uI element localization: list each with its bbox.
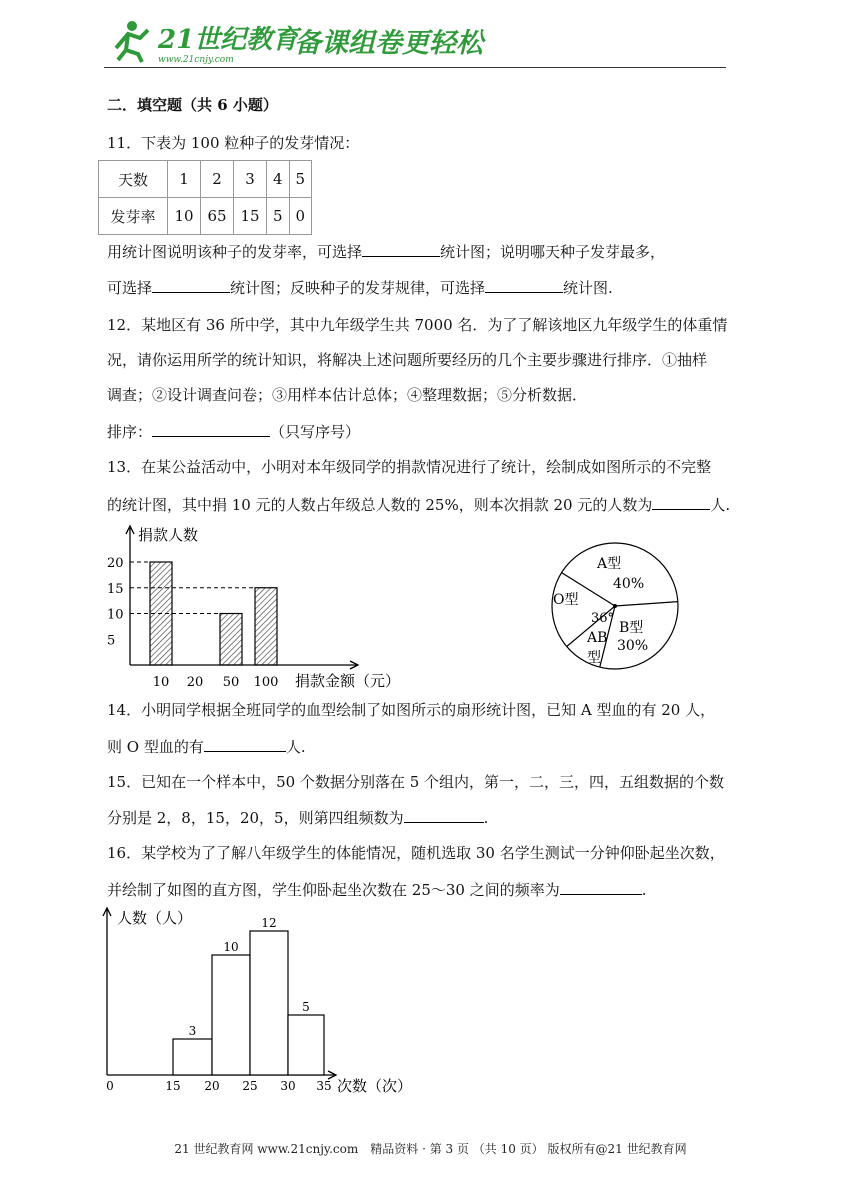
bar-value-label: 12 xyxy=(261,916,277,930)
bar-value-label: 5 xyxy=(302,1000,310,1014)
y-tick-label: 20 xyxy=(107,556,124,571)
x-tick-label: 15 xyxy=(165,1079,181,1093)
histogram-bar xyxy=(288,1015,324,1075)
histogram-bar xyxy=(212,955,250,1075)
table-cell: 3 xyxy=(234,161,267,198)
bar xyxy=(220,614,242,666)
q14-text: 人. xyxy=(285,738,306,756)
slice-percent: 40% xyxy=(613,576,645,592)
bar-value-label: 10 xyxy=(223,940,239,954)
table-cell: 15 xyxy=(234,198,267,235)
q16-line2 xyxy=(107,878,647,900)
y-tick-label: 10 xyxy=(107,607,124,623)
table-cell: 5 xyxy=(289,161,312,198)
y-axis-label: 人数（人） xyxy=(117,909,193,927)
slogan: 备课组卷更轻松 xyxy=(294,28,483,59)
q16-text: 并绘制了如图的直方图，学生仰卧起坐次数在 25～30 之间的频率为 xyxy=(107,881,560,899)
answer-blank[interactable] xyxy=(152,420,270,437)
x-tick-label: 0 xyxy=(106,1079,114,1093)
q14-line1: 14．小明同学根据全班同学的血型绘制了如图所示的扇形统计图，已知 A 型血的有 20 人， xyxy=(107,701,716,719)
q11-text: 统计图；反映种子的发芽规律，可选择 xyxy=(230,279,486,297)
table-cell: 1 xyxy=(168,161,201,198)
answer-blank[interactable] xyxy=(404,806,484,823)
table-cell: 天数 xyxy=(99,161,168,198)
table-cell: 0 xyxy=(289,198,312,235)
y-tick-label: 15 xyxy=(107,581,124,597)
bar-value-label: 3 xyxy=(188,1024,197,1038)
q11-text: 统计图. xyxy=(563,279,613,297)
situp-histogram xyxy=(95,903,425,1095)
q15-text: 分别是 2，8，15，20，5，则第四组频数为 xyxy=(107,809,404,827)
slice-label: 型 xyxy=(587,650,601,666)
q11-stem: 11．下表为 100 粒种子的发芽情况： xyxy=(107,134,360,152)
runner-logo-icon xyxy=(116,21,148,62)
slice-label: O型 xyxy=(553,592,579,608)
q12-line2: 况，请你运用所学的统计知识，将解决上述问题所要经历的几个主要步骤进行排序．①抽样 xyxy=(107,351,708,369)
x-tick-label: 20 xyxy=(204,1079,220,1093)
q12-text: 排序： xyxy=(107,423,153,441)
slice-percent: 30% xyxy=(617,638,649,654)
x-tick-label: 20 xyxy=(186,675,204,690)
x-axis-label: 次数（次） xyxy=(337,1077,413,1095)
q12-text: （只写序号） xyxy=(270,423,361,441)
x-tick-label: 100 xyxy=(253,675,279,690)
table-row xyxy=(99,198,312,235)
x-tick-label: 35 xyxy=(316,1079,332,1093)
histogram-bar xyxy=(250,931,288,1075)
q15-line2 xyxy=(107,806,488,828)
page-footer: 21 世纪教育网 www.21cnjy.com 精品资料 · 第 3 页 （共 10 页） 版权所有@21 世纪教育网 xyxy=(174,1142,687,1156)
q11-line1 xyxy=(107,240,665,262)
q13-text: 的统计图，其中捐 10 元的人数占年级总人数的 25%，则本次捐款 20 元的人数为 xyxy=(107,496,653,514)
seed-table xyxy=(98,160,312,235)
slice-label: AB xyxy=(587,630,608,646)
q13-line2 xyxy=(107,493,730,515)
blood-type-pie-chart xyxy=(545,540,685,672)
q12-line1: 12．某地区有 36 所中学，其中九年级学生共 7000 名．为了了解该地区九年级学生的体重情 xyxy=(107,316,728,334)
x-tick-label: 30 xyxy=(280,1079,296,1093)
slice-label: A型 xyxy=(597,556,622,572)
header-rule xyxy=(104,67,726,68)
q12-line3: 调查；②设计调查问卷；③用样本估计总体；④整理数据；⑤分析数据． xyxy=(107,386,588,404)
x-tick-label: 25 xyxy=(242,1079,258,1093)
angle-label: 36° xyxy=(591,611,615,626)
y-tick-label: 5 xyxy=(107,633,116,649)
answer-blank[interactable] xyxy=(560,878,642,895)
pie-center xyxy=(613,604,617,608)
x-axis-label: 捐款金额（元） xyxy=(295,672,401,690)
table-cell: 5 xyxy=(267,198,290,235)
q11-text: 可选择 xyxy=(107,279,153,297)
header-logo xyxy=(108,18,528,70)
table-row xyxy=(99,161,312,198)
answer-blank[interactable] xyxy=(204,735,286,752)
q11-line2 xyxy=(107,276,613,298)
q16-line1: 16．某学校为了了解八年级学生的体能情况，随机选取 30 名学生测试一分钟仰卧起坐次数， xyxy=(107,844,725,862)
table-cell: 10 xyxy=(168,198,201,235)
table-cell: 发芽率 xyxy=(99,198,168,235)
q11-text: 用统计图说明该种子的发芽率，可选择 xyxy=(107,243,363,261)
logo-text: 21世纪教育 xyxy=(158,25,299,55)
q12-line4 xyxy=(107,420,360,442)
bar xyxy=(255,588,277,665)
answer-blank[interactable] xyxy=(152,276,230,293)
table-cell: 4 xyxy=(267,161,290,198)
histogram-bar xyxy=(173,1039,212,1075)
q15-line1: 15．已知在一个样本中，50 个数据分别落在 5 个组内，第一，二，三，四，五组数据的个数 xyxy=(107,773,725,791)
logo-url: www.21cnjy.com xyxy=(158,55,234,65)
q13-text: 人. xyxy=(710,496,731,514)
section-title: 二．填空题（共 6 小题） xyxy=(107,96,278,114)
y-axis-label: 捐款人数 xyxy=(138,526,199,544)
q15-text: . xyxy=(483,809,489,827)
slice-label: B型 xyxy=(619,620,644,636)
donation-bar-chart xyxy=(95,520,405,692)
q11-text: 统计图；说明哪天种子发芽最多， xyxy=(440,243,666,261)
x-tick-label: 50 xyxy=(222,675,240,690)
x-tick-label: 10 xyxy=(152,675,170,690)
answer-blank[interactable] xyxy=(652,493,710,510)
table-cell: 2 xyxy=(201,161,234,198)
answer-blank[interactable] xyxy=(362,240,440,257)
q16-text: . xyxy=(641,881,647,899)
q14-text: 则 O 型血的有 xyxy=(107,738,204,756)
q14-line2 xyxy=(107,735,306,757)
q13-line1: 13．在某公益活动中，小明对本年级同学的捐款情况进行了统计，绘制成如图所示的不完整 xyxy=(107,458,712,476)
table-cell: 65 xyxy=(201,198,234,235)
answer-blank[interactable] xyxy=(485,276,563,293)
